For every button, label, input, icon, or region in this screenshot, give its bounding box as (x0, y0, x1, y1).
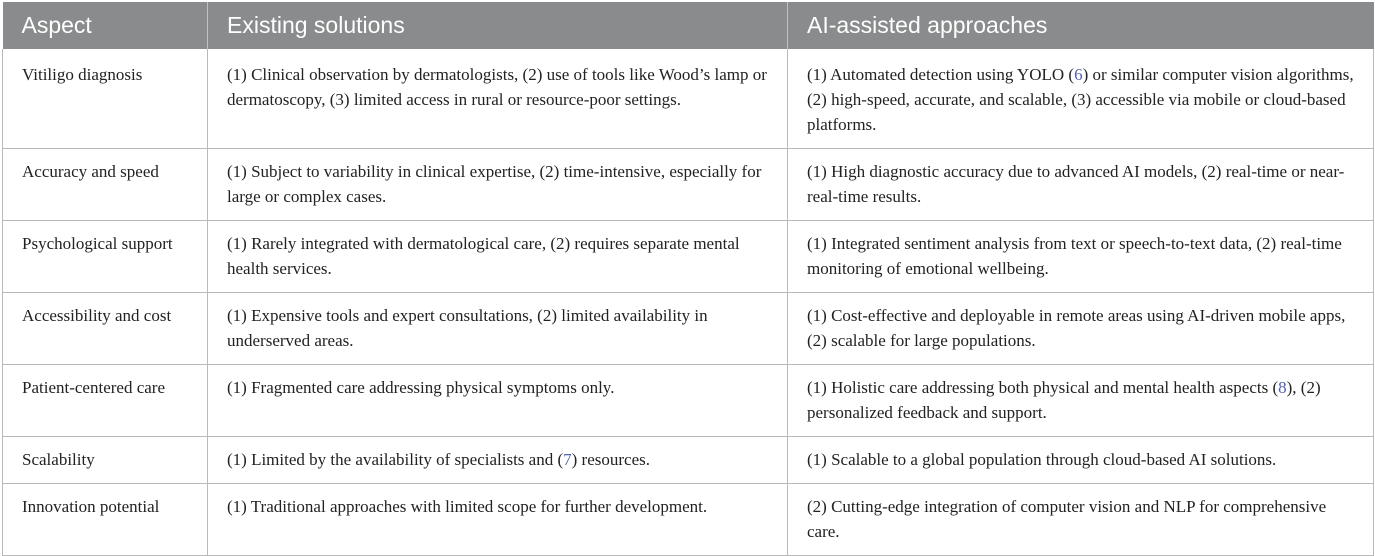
existing-cell: (1) Traditional approaches with limited scope for further development. (208, 484, 788, 556)
table-header (3, 2, 1374, 49)
existing-cell: (1) Expensive tools and expert consultations, (2) limited availability in underserved areas. (208, 293, 788, 365)
ai-text-part: (1) Holistic care addressing both physical and mental health aspects ( (807, 378, 1279, 397)
header-existing-solutions: Existing solutions (208, 2, 788, 49)
aspect-cell: Psychological support (3, 221, 208, 293)
ai-cell: (1) Scalable to a global population through cloud-based AI solutions. (788, 437, 1374, 484)
ai-text-part: ), (2) personalized feedback and support. (807, 378, 1321, 422)
existing-text-part: ) resources. (571, 450, 650, 469)
existing-cell: (1) Fragmented care addressing physical symptoms only. (208, 365, 788, 437)
existing-cell: (1) Clinical observation by dermatologists, (2) use of tools like Wood’s lamp or dermatoscopy, (3) limited access in rural or resource-poor settings. (208, 49, 788, 149)
header-ai-approaches: AI-assisted approaches (788, 2, 1374, 49)
existing-cell (208, 437, 788, 484)
reference-link[interactable]: 7 (563, 450, 572, 469)
ai-cell: (1) High diagnostic accuracy due to advanced AI models, (2) real-time or near-real-time results. (788, 149, 1374, 221)
ai-cell: (1) Integrated sentiment analysis from text or speech-to-text data, (2) real-time monitoring of emotional wellbeing. (788, 221, 1374, 293)
table-row (3, 484, 1374, 556)
reference-link[interactable]: 6 (1074, 65, 1083, 84)
ai-cell: (1) Cost-effective and deployable in remote areas using AI-driven mobile apps, (2) scalable for large populations. (788, 293, 1374, 365)
aspect-cell: Patient-centered care (3, 365, 208, 437)
existing-text-part: (1) Limited by the availability of specialists and ( (227, 450, 564, 469)
reference-link[interactable]: 8 (1278, 378, 1287, 397)
aspect-cell: Innovation potential (3, 484, 208, 556)
table-row (3, 293, 1374, 365)
existing-cell: (1) Subject to variability in clinical expertise, (2) time-intensive, especially for large or complex cases. (208, 149, 788, 221)
table-row (3, 149, 1374, 221)
ai-cell (788, 365, 1374, 437)
table-body (3, 49, 1374, 556)
header-row (3, 2, 1374, 49)
aspect-cell: Accuracy and speed (3, 149, 208, 221)
header-aspect: Aspect (3, 2, 208, 49)
table-row (3, 437, 1374, 484)
existing-cell: (1) Rarely integrated with dermatological care, (2) requires separate mental health services. (208, 221, 788, 293)
ai-cell: (2) Cutting-edge integration of computer vision and NLP for comprehensive care. (788, 484, 1374, 556)
aspect-cell: Vitiligo diagnosis (3, 49, 208, 149)
ai-cell (788, 49, 1374, 149)
aspect-cell: Scalability (3, 437, 208, 484)
table-row (3, 365, 1374, 437)
ai-text-part: (1) Automated detection using YOLO ( (807, 65, 1075, 84)
comparison-table (2, 2, 1374, 556)
table-row (3, 221, 1374, 293)
ai-text-part: ) or similar computer vision algorithms, (2) high-speed, accurate, and scalable, (3) accessible via mobile or cloud-based platforms. (807, 65, 1354, 134)
table-row (3, 49, 1374, 149)
aspect-cell: Accessibility and cost (3, 293, 208, 365)
